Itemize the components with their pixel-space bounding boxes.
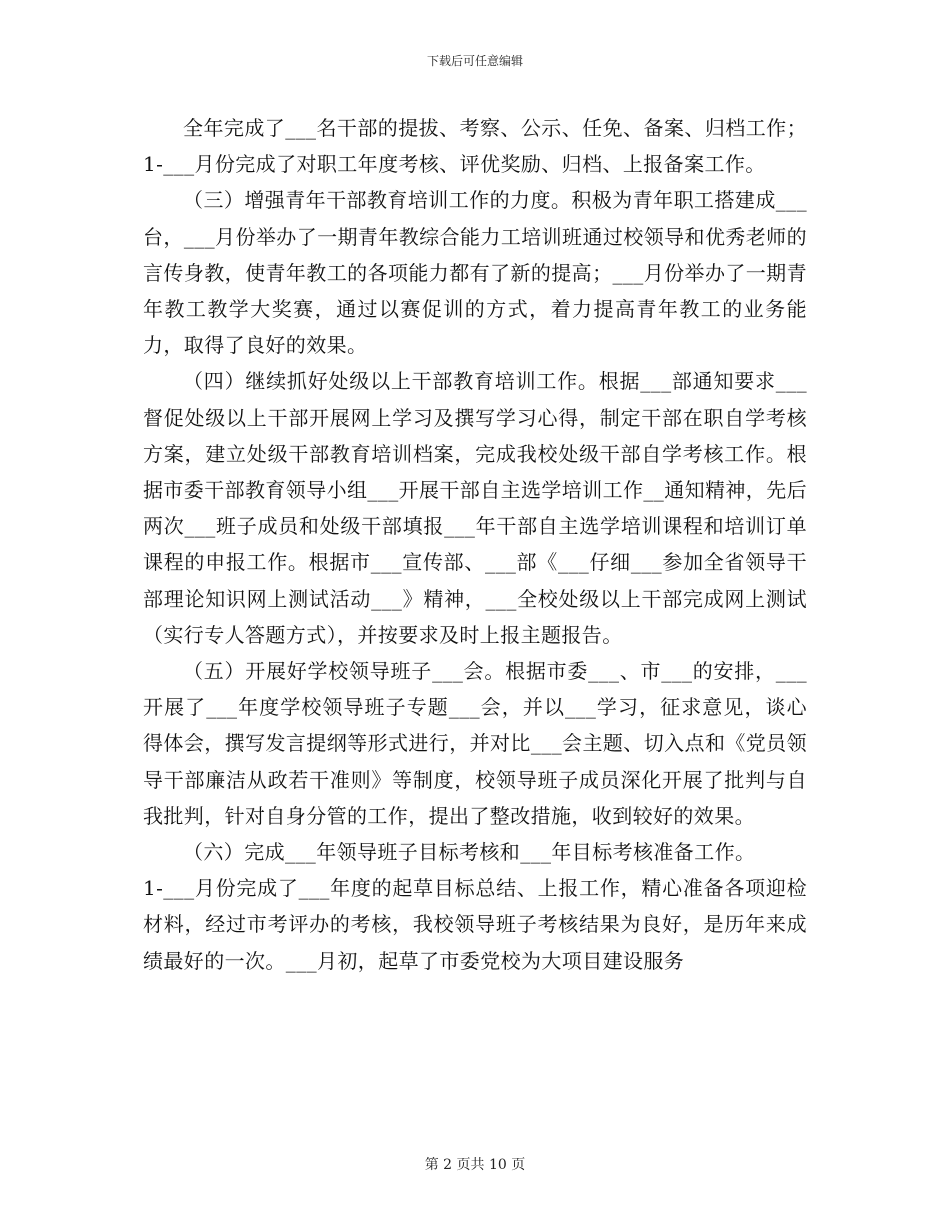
paragraph-5: （六）完成___年领导班子目标考核和___年目标考核准备工作。	[183, 840, 756, 865]
page-header: 下载后可任意编辑	[426, 54, 523, 68]
paragraph-3: （四）继续抓好处级以上干部教育培训工作。根据___部通知要求___督促处级以上干部开展网上学习及撰写学习心得，制定干部在职自学考核方案，建立处级干部教育培训档案，完成我校处级干部自学考核工作。根据市委干部教育领导小组___开展干部自主选学培训工作__通知精神，先后两次___班子成员和处级干部填报___年干部自主选学培训课程和培训订单课程的申报工作。根据市___宣传部、___部《___仔细___参加全省领导干部理论知识网上测试活动___》精神，___全校处级以上干部完成网上测试（实行专人答题方式），并按要求及时上报主题报告。	[143, 369, 807, 647]
paragraph-2: （三）增强青年干部教育培训工作的力度。积极为青年职工搭建成___台，___月份举办了一期青年教综合能力工培训班通过校领导和优秀老师的言传身教，使青年教工的各项能力都有了新的提高；___月份举办了一期青年教工教学大奖赛，通过以赛促训的方式，着力提高青年教工的业务能力，取得了良好的效果。	[143, 188, 807, 358]
paragraph-4: （五）开展好学校领导班子___会。根据市委___、市___的安排，___开展了___年度学校领导班子专题___会，并以___学习，征求意见，谈心得体会，撰写发言提纲等形式进行，并对比___会主题、切入点和《党员领导干部廉洁从政若干准则》等制度，校领导班子成员深化开展了批判与自我批判，针对自身分管的工作，提出了整改措施，收到较好的效果。	[143, 659, 807, 828]
document-body	[143, 110, 807, 979]
paragraph-1: 全年完成了___名干部的提拔、考察、公示、任免、备案、归档工作；1-___月份完成了对职工年度考核、评优奖励、归档、上报备案工作。	[143, 116, 807, 177]
paragraph-6: 1-___月份完成了___年度的起草目标总结、上报工作，精心准备各项迎检材料，经过市考评办的考核，我校领导班子考核结果为良好，是历年来成绩最好的一次。___月初，起草了市委党校为大项目建设服务	[143, 876, 807, 973]
page-footer: 第 2 页共 10 页	[424, 1157, 526, 1173]
